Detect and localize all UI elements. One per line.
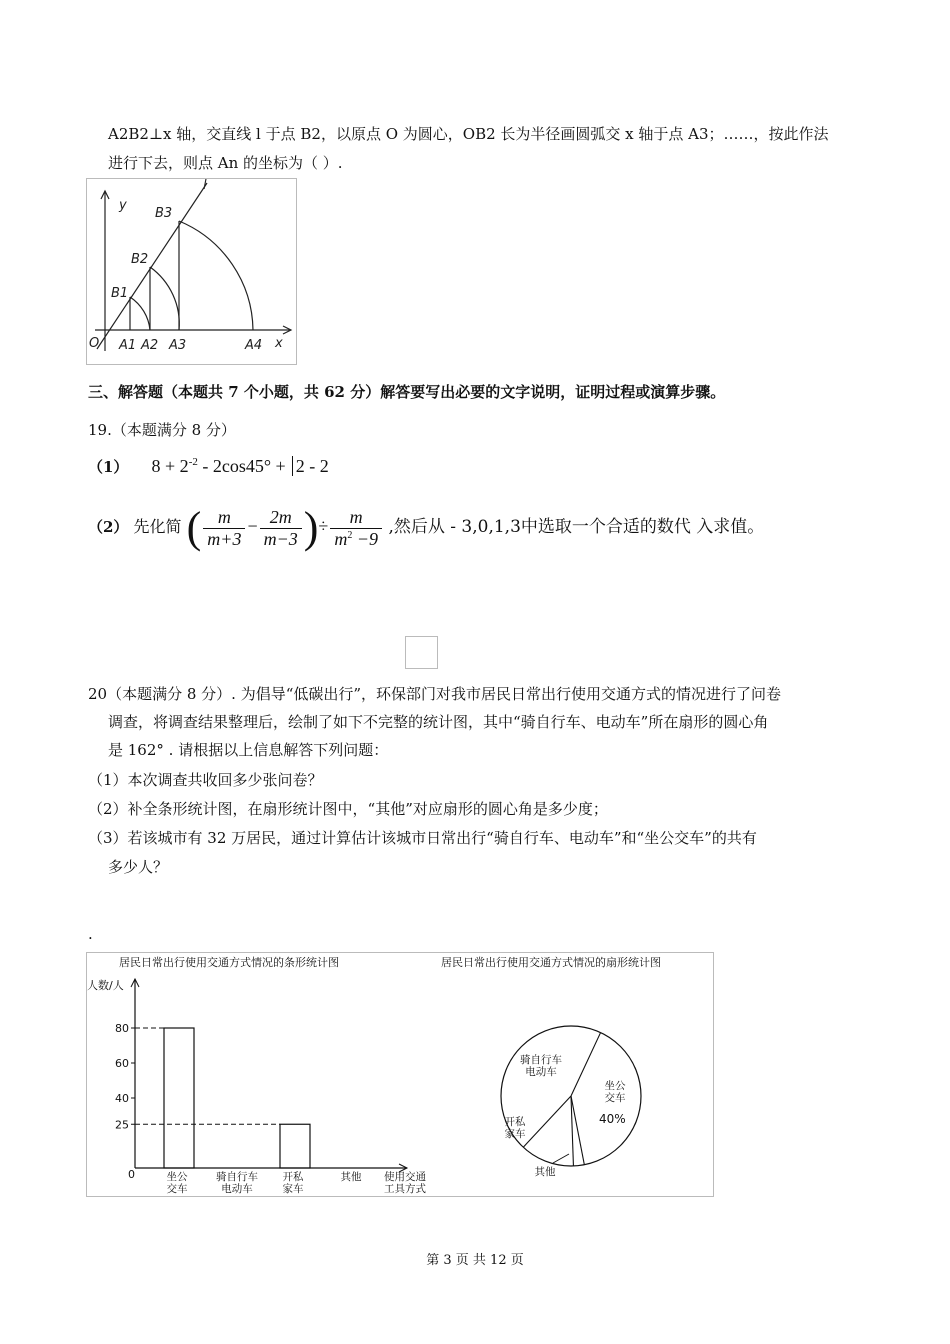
bar-ytick-label-80: 80 <box>115 1022 129 1035</box>
bar-2 <box>280 1124 310 1168</box>
pie-percent-0: 40% <box>599 1112 626 1126</box>
arc-2 <box>150 267 179 330</box>
pie-label-2-1: 家车 <box>504 1128 526 1140</box>
q19-title: 19.（本题满分 8 分） <box>88 421 236 439</box>
q19-part1-expr: $8 + 2^{-2} - 2\cos 45^\circ + 2 - 2$ <box>151 456 329 476</box>
q20-line3: 是 162° . 请根据以上信息解答下列问题： <box>108 741 389 759</box>
blank-box <box>405 636 438 669</box>
q20-sub3a: （3）若该城市有 32 万居民，通过计算估计该城市日常出行“骑自行车、电动车”和“坐公交车”的共有 <box>88 829 757 847</box>
bar-category-label-1-1: 电动车 <box>221 1183 253 1195</box>
x-label: x <box>275 336 283 351</box>
b1-label: B1 <box>111 286 129 301</box>
q20-line1: 20（本题满分 8 分）. 为倡导“低碳出行”，环保部门对我市居民日常出行使用交通方式的情况进行了问卷 <box>88 685 782 703</box>
q19-part2-expr: ( $\frac{m}{m+3}$ − $\frac{2m}{m-3}$ )÷ $\frac{m}{m^2 -9}$ <box>187 516 389 536</box>
bar-category-label-0-0: 坐公 <box>166 1171 188 1183</box>
bar-chart-title: 居民日常出行使用交通方式情况的条形统计图 <box>119 956 339 969</box>
section3-heading: 三、解答题（本题共 7 个小题，共 62 分）解答要写出必要的文字说明，证明过程或演算步骤。 <box>88 383 726 401</box>
bar-category-label-1-0: 骑自行车 <box>216 1171 258 1183</box>
b3-label: B3 <box>155 206 173 221</box>
charts-canvas <box>87 953 713 1196</box>
q20-sub1: （1）本次调查共收回多少张问卷？ <box>88 771 323 789</box>
bar-0 <box>164 1028 194 1168</box>
bar-category-label-2-1: 家车 <box>282 1183 304 1195</box>
q20-sub3b: 多少人？ <box>108 858 169 876</box>
bar-ytick-label-25: 25 <box>115 1118 129 1132</box>
arc-construction-diagram <box>87 179 296 364</box>
q19-part2 <box>88 503 765 552</box>
page-footer: 第 3 页 共 12 页 <box>426 1253 524 1268</box>
pie-label-1-0: 骑自行车 <box>520 1054 562 1066</box>
pie-chart-title: 居民日常出行使用交通方式情况的扇形统计图 <box>441 956 661 969</box>
a4-label: A4 <box>245 338 263 353</box>
a1-label: A1 <box>119 338 137 353</box>
bar-xlabel-1: 工具方式 <box>384 1183 426 1195</box>
bar-category-label-2-0: 开私 <box>282 1171 304 1183</box>
q19-part2-prefix: 先化简 <box>133 517 182 537</box>
line-label: l <box>203 179 207 193</box>
q20-dot: . <box>88 925 93 943</box>
q20-charts <box>86 952 714 1197</box>
bar-ylabel: 人数/人 <box>87 979 124 992</box>
bar-ytick-label-60: 60 <box>115 1057 129 1070</box>
a3-label: A3 <box>169 338 187 353</box>
bar-category-label-0-1: 交车 <box>166 1183 188 1195</box>
arc-1 <box>130 297 150 330</box>
q19-part1-label: （1） <box>88 458 129 476</box>
bar-ytick-label-0: 0 <box>128 1168 135 1181</box>
pie-label-0-1: 交车 <box>604 1092 626 1104</box>
line-l <box>97 183 207 349</box>
a2-label: A2 <box>141 338 159 353</box>
bar-category-label-3-0: 其他 <box>340 1171 362 1183</box>
q19-part2-suffix: ,然后从 - 3,0,1,3中选取一个合适的数代 入求值。 <box>388 517 765 538</box>
q18-text-line1: A2B2⊥x 轴，交直线 l 于点 B2，以原点 O 为圆心，OB2 长为半径画圆弧交 x 轴于点 A3；……，按此作法 <box>108 125 829 143</box>
q19-part2-label: （2） <box>88 518 129 537</box>
y-label: y <box>119 198 127 213</box>
pie-label-0-0: 坐公 <box>604 1080 626 1092</box>
q18-text-line2: 进行下去，则点 An 的坐标为（ ）. <box>108 154 343 172</box>
bar-xlabel-0: 使用交通 <box>384 1171 426 1183</box>
bar-ytick-label-40: 40 <box>115 1092 129 1105</box>
pie-label-2-0: 开私 <box>504 1116 526 1128</box>
origin-label: O <box>89 336 100 351</box>
q20-line2: 调查，将调查结果整理后，绘制了如下不完整的统计图，其中“骑自行车、电动车”所在扇形的圆心角 <box>108 713 769 731</box>
q20-sub2: （2）补全条形统计图，在扇形统计图中，“其他”对应扇形的圆心角是多少度； <box>88 800 608 818</box>
arc-3 <box>179 221 253 330</box>
q19-part1 <box>88 456 329 477</box>
q18-figure <box>86 178 297 365</box>
pie-label-1-1: 电动车 <box>525 1066 557 1078</box>
b2-label: B2 <box>131 252 149 267</box>
pie-label-3-0: 其他 <box>534 1166 556 1178</box>
